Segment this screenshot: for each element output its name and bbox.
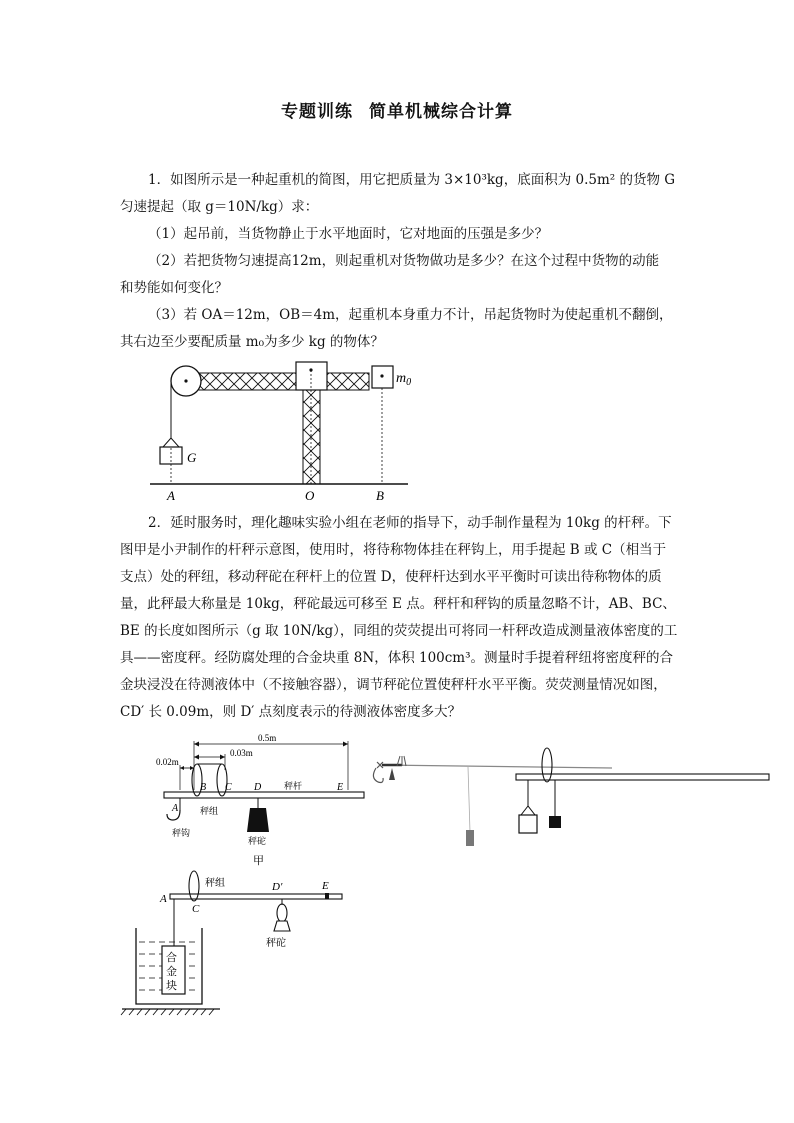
q2-line2: 图甲是小尹制作的杆秤示意图，使用时，将待称物体挂在秤钩上，用手提起 B 或 C（相当于 [120,542,667,558]
label-C: C [225,782,232,793]
weight-box [519,815,537,833]
q1-line4: （2）若把货物匀速提高12m，则起重机对货物做功是多少？在这个过程中货物的动能 [148,253,660,269]
crane-tower [303,390,320,484]
dim-0.5m: 0.5m [258,733,277,743]
density-counterweight [274,921,290,931]
q1-line1: 1．如图所示是一种起重机的简图，用它把质量为 3×10³kg，底面积为 0.5m² 的货物 G [148,172,676,188]
q2-line7: 金块浸没在待测液体中（不接触容器），调节秤砣位置使秤杆水平平衡。荧荧测量情况如图， [120,677,667,693]
label-E: E [322,880,329,892]
q2-line5: BE 的长度如图所示（g 取 10N/kg），同组的荧荧提出可将同一杆秤改造成测量液体密度的工 [120,623,678,639]
crane-top-box [296,362,327,390]
q2-line8: CD′ 长 0.09m，则 D′ 点刻度表示的待测液体密度多大？ [120,704,462,720]
q1-line5: 和势能如何变化？ [120,280,228,296]
label-E: E [337,782,344,793]
title-part2: 简单机械综合计算 [369,102,513,122]
lever-beam [516,774,769,780]
label-weight: 秤砣 [266,938,286,949]
crane-boom [194,373,369,390]
label-O: O [305,488,315,503]
small-weight [549,816,561,828]
label-m0: $m_0$ [396,371,412,388]
q1-line7: 其右边至少要配质量 m₀为多少 kg 的物体？ [120,334,384,350]
label-beam: 秤杆 [284,781,303,791]
block-char1: 合 [166,952,177,964]
q1-line3: （1）起吊前，当货物静止于水平地面时，它对地面的压强是多少？ [148,226,549,242]
label-D-prime: D′ [272,881,283,893]
steelyard-figure-jia [150,730,370,870]
q1-line2: 匀速提起（取 g＝10N/kg）求： [120,199,319,215]
q2-line6: 具——密度秤。经防腐处理的合金块重 8N，体积 100cm³。测量时手提着秤纽将密度秤的合 [120,650,674,666]
q2-line4: 量，此秤最大称量是 10kg，秤砣最远可移至 E 点。秤杆和秤钩的质量忽略不计，AB、BC、 [120,596,676,612]
label-weight: 秤砣 [248,836,267,846]
label-G: G [187,450,197,465]
q2-line1: 2．延时服务时，理化趣味实验小组在老师的指导下，动手制作量程为 10kg 的杆秤。下 [148,515,672,531]
label-D: D [254,782,262,793]
lever-two-weights [512,748,774,848]
density-steelyard-figure [120,868,360,1018]
label-jia: 甲 [253,855,264,867]
page-title [0,97,794,122]
label-hook: 秤钩 [172,828,191,838]
label-loop: 秤组 [200,806,219,816]
label-A: A [160,893,167,905]
counterweight [247,808,269,832]
label-A: A [172,803,179,814]
label-C: C [192,903,200,915]
density-beam [170,894,342,899]
label-B: B [200,782,207,793]
crane-figure [150,360,420,505]
q1-line6: （3）若 OA＝12m，OB＝4m，起重机本身重力不计，吊起货物时为使起重机不翻倒， [148,307,673,323]
title-part1: 专题训练 [281,102,353,122]
dim-0.03m: 0.03m [230,748,253,758]
block-char3: 块 [166,980,177,992]
label-A: A [167,488,175,503]
block-char2: 金 [166,966,177,978]
dim-0.02m: 0.02m [156,757,179,767]
label-B: B [376,488,384,503]
q2-line3: 支点）处的秤纽，移动秤砣在秤杆上的位置 D，使秤杆达到水平平衡时可读出待称物体的质 [120,569,662,585]
label-loop: 秤组 [205,878,225,889]
